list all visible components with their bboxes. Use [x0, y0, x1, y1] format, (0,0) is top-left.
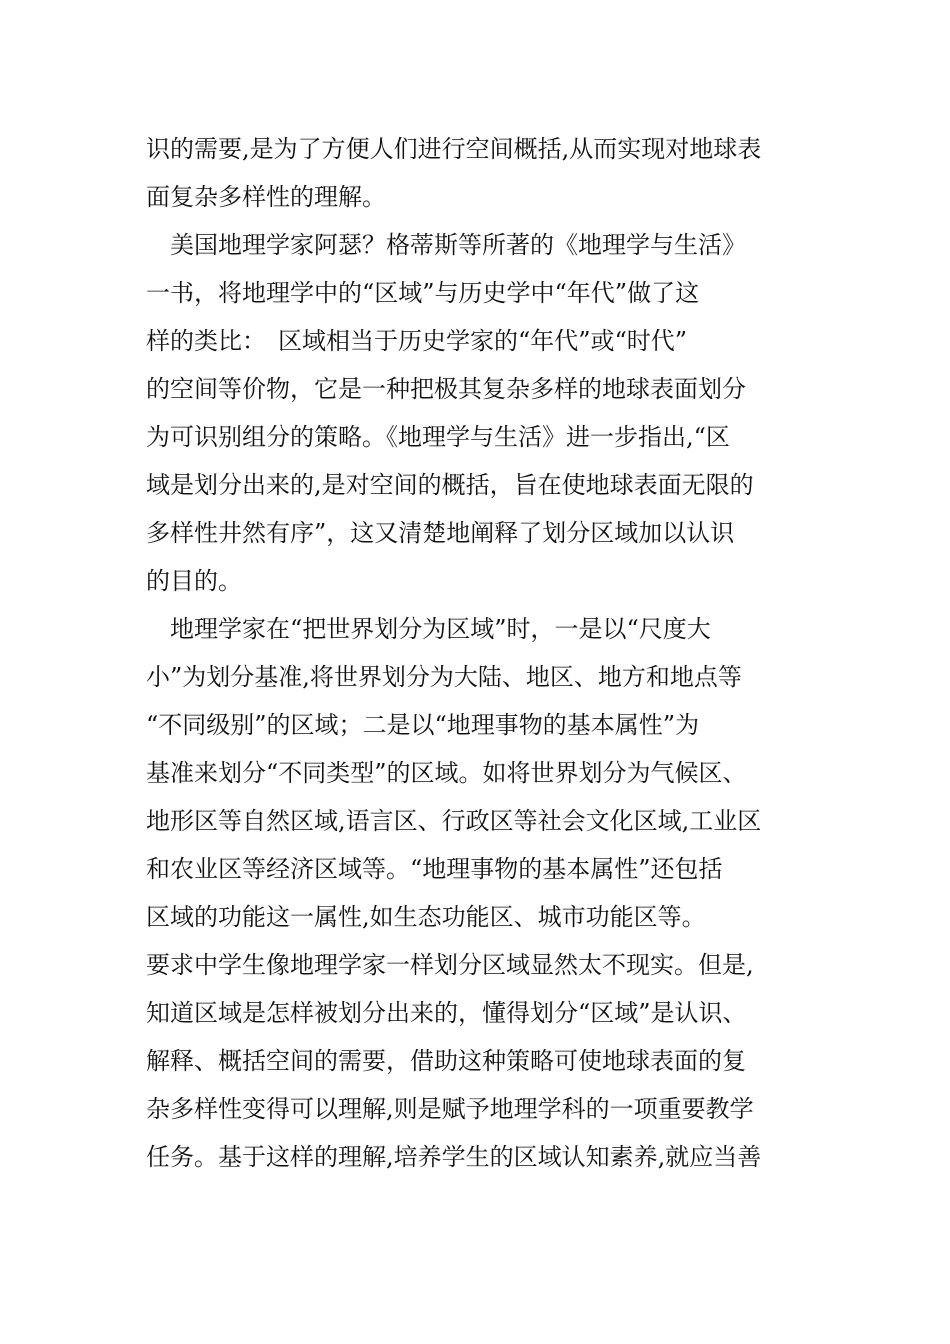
body-text: [146, 125, 826, 1181]
text-line: 识的需要,是为了方便人们进行空间概括,从而实现对地球表: [146, 135, 762, 163]
text-line: 的空间等价物，它是一种把极其复杂多样的地球表面划分: [146, 375, 746, 403]
text-line: 任务。基于这样的理解,培养学生的区域认知素养,就应当善: [146, 1143, 762, 1171]
text-line: 知道区域是怎样被划分出来的，懂得划分“区域”是认识、: [146, 999, 747, 1027]
text-line: 和农业区等经济区域等。“地理事物的基本属性”还包括: [146, 855, 723, 883]
text-line: 域是划分出来的,是对空间的概括，旨在使地球表面无限的: [146, 471, 754, 499]
text-line: 区域的功能这一属性,如生态功能区、城市功能区等。: [146, 903, 706, 931]
text-line: 多样性井然有序”，这又清楚地阐释了划分区域加以认识: [146, 519, 735, 547]
text-line: 为可识别组分的策略。《地理学与生活》进一步指出,“区: [146, 423, 730, 451]
text-line: 地理学家在“把世界划分为区域”时，一是以“尺度大: [146, 615, 711, 643]
text-line: 的目的。: [146, 567, 242, 595]
text-line: 解释、概括空间的需要，借助这种策略可使地球表面的复: [146, 1047, 746, 1075]
text-line: 样的类比： 区域相当于历史学家的“年代”或“时代”: [146, 327, 688, 355]
text-line: 地形区等自然区域,语言区、行政区等社会文化区域,工业区: [146, 807, 762, 835]
text-line: 小”为划分基准,将世界划分为大陆、地区、地方和地点等: [146, 663, 742, 691]
text-line: “不同级别”的区域；二是以“地理事物的基本属性”为: [146, 711, 700, 739]
text-line: 面复杂多样性的理解。: [146, 183, 386, 211]
text-line: 美国地理学家阿瑟？格蒂斯等所著的《地理学与生活》: [146, 231, 746, 259]
text-line: 杂多样性变得可以理解,则是赋予地理学科的一项重要教学: [146, 1095, 754, 1123]
text-line: 要求中学生像地理学家一样划分区域显然太不现实。但是,: [146, 951, 754, 979]
text-line: 基准来划分“不同类型”的区域。如将世界划分为气候区、: [146, 759, 747, 787]
text-line: 一书，将地理学中的“区域”与历史学中“年代”做了这: [146, 279, 700, 307]
